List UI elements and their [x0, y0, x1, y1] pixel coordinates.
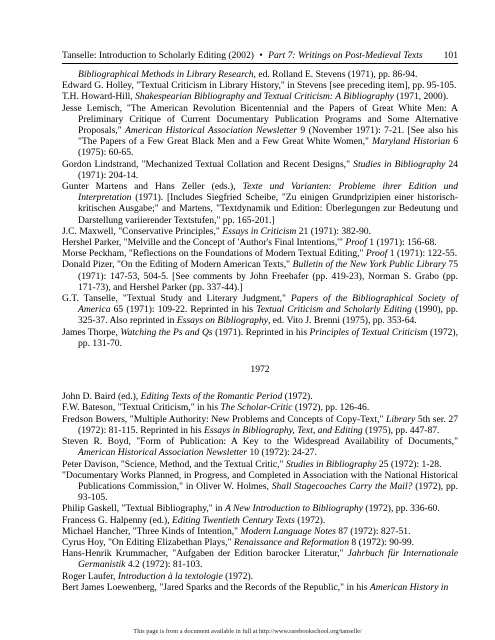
entry-text: Gunter Martens and Hans Zeller (eds.),	[62, 181, 243, 193]
entry-text: 6 (1975): 60-65.	[78, 136, 458, 159]
entry-text: 65 (1971): 109-22. Reprinted in his	[110, 304, 257, 316]
entry-text: 1 (1971): 156-68.	[366, 237, 437, 249]
entry-italic-title: Studies in Bibliography	[353, 158, 446, 170]
entry-text: James Thorpe,	[62, 326, 121, 338]
bibliography-entry	[62, 327, 458, 349]
bibliography-entry	[62, 526, 458, 537]
entry-italic-title: Papers of the Bibliographical Society of America	[78, 293, 458, 316]
entry-italic-title: Maryland Historian	[372, 136, 450, 148]
entry-text: Hershel Parker, "Melville and the Concept of 'Author's Final Intentions,'"	[62, 237, 346, 249]
entry-text: Bert James Loewenberg, "Jared Sparks and the Records of the Republic," in his	[62, 581, 370, 593]
bibliography-body	[62, 69, 458, 593]
entry-italic-title: Bibliographical Methods in Library Research	[78, 69, 254, 80]
entry-text: Gordon Lindstrand, "Mechanized Textual Collation and Recent Designs,"	[62, 158, 354, 170]
entries-1971	[62, 69, 458, 349]
entry-text: Morse Peckham, "Reflections on the Foundations of Modern Textual Editing,"	[62, 248, 366, 260]
entry-italic-title: Studies in Bibliography	[285, 458, 377, 470]
entry-text: (1972), pp. 93-105.	[78, 480, 458, 504]
entry-italic-title: Proof	[345, 237, 367, 249]
entry-text: Cyrus Hoy, "On Editing Elizabethan Plays,"	[62, 536, 234, 548]
bibliography-entry	[62, 237, 458, 248]
entry-italic-title: Editing Twentieth Century Texts	[172, 514, 295, 526]
entry-text: J.C. Maxwell, "Conservative Principles,"	[62, 225, 223, 237]
entry-text: Steven R. Boyd, "Form of Publication: A Key to the Widespread Availability of Documents,"	[62, 436, 458, 448]
bibliography-entry	[62, 80, 458, 91]
entry-text: Philip Gaskell, "Textual Bibliography," in	[62, 503, 225, 515]
bibliography-entry	[62, 548, 458, 570]
header-book-title: Tanselle: Introduction to Scholarly Editing (2002)	[62, 50, 254, 61]
entry-italic-title: A New Introduction to Bibliography	[224, 503, 363, 515]
entry-italic-title: Essays on Bibliography	[176, 315, 268, 327]
entry-text: 87 (1972): 827-51.	[335, 525, 411, 537]
entry-text: (1972), pp. 131-70.	[78, 326, 459, 349]
entry-italic-title: Proof	[365, 248, 388, 260]
bibliography-entry	[62, 582, 458, 593]
entry-italic-title: Essays in Bibliography, Text, and Editing	[203, 424, 363, 436]
entry-text: (1972), pp. 336-60.	[363, 503, 440, 515]
entry-text: (1971, 2000).	[393, 91, 449, 103]
entry-text: 24 (1971): 204-14.	[78, 158, 458, 181]
header-bullet: •	[259, 50, 263, 61]
entry-italic-title: Bulletin of the New York Public Library	[292, 259, 446, 271]
entry-text: 4.2 (1972): 81-103.	[125, 559, 203, 571]
bibliography-entry	[62, 181, 458, 226]
bibliography-entry	[62, 226, 458, 237]
bibliography-entry	[62, 459, 458, 470]
entry-text: 5th ser. 27 (1972): 81-115. Reprinted in his	[78, 413, 458, 436]
entry-text: 21 (1971): 382-90.	[296, 225, 371, 237]
running-header	[62, 50, 458, 64]
entry-text: (1972).	[222, 570, 254, 582]
entry-text: Hans-Henrik Krummacher, "Aufgaben der Edition barocker Literatur,"	[62, 548, 348, 560]
bibliography-entry	[62, 91, 458, 102]
entry-text: , ed. Rolland E. Stevens (1971), pp. 86-94.	[253, 69, 418, 80]
entry-text: (1972).	[282, 391, 313, 403]
entry-italic-title: American History in	[369, 581, 449, 593]
bibliography-entry	[62, 259, 458, 293]
entry-italic-title: American Historical Association Newsletter	[78, 447, 248, 459]
entry-italic-title: Renaissance and Reformation	[233, 536, 349, 548]
entry-text: Jesse Lemisch, "The American Revolution Bicentennial and the Papers of Great White Men: A Preliminary Critique of Current Documentary Publication Programs and Some Alternative Proposals,"	[62, 102, 458, 137]
entry-italic-title: Library	[386, 413, 416, 425]
entry-italic-title: Watching the Ps and Qs	[120, 326, 213, 338]
bibliography-entry	[62, 470, 458, 504]
entry-text: (1971). [Includes Siegfried Scheibe, "Zu einigen Grundprizipien einer historisch-kritischen Ausgabe;" and Martens, "Textdynamik und Edition: Überlegungen zur Bedeutung und Darstellung variierender Textstufen," pp. 165-201.]	[78, 192, 458, 226]
entry-italic-title: Shakespearian Bibliography and Textual Criticism: A Bibliography	[135, 91, 394, 103]
bibliography-entry	[62, 537, 458, 548]
entry-text: 9 (November 1971): 7-21. [See also his "The Papers of a Few Great Black Men and a Few Great White Women,"	[78, 125, 458, 148]
page-footer: This page is from a document available in full at http://www.rarebookschool.org/tanselle/	[133, 628, 362, 635]
entry-italic-title: Jahrbuch für Internationale Germanistik	[78, 548, 458, 571]
bibliography-entry	[62, 248, 458, 259]
entry-text: (1971). Reprinted in his	[212, 326, 310, 338]
entry-italic-title: Essays in Criticism	[222, 225, 297, 237]
bibliography-entry	[62, 503, 458, 514]
entry-text: Roger Laufer,	[62, 570, 118, 582]
entry-text: Peter Davison, "Science, Method, and the Textual Critic,"	[62, 458, 286, 470]
entry-text: (1972).	[294, 514, 326, 526]
entry-text: F.W. Bateson, "Textual Criticism," in his	[62, 402, 221, 414]
entry-text: Fredson Bowers, "Multiple Authority: New Problems and Concepts of Copy-Text,"	[62, 413, 386, 425]
bibliography-entry	[62, 436, 458, 458]
entry-text: 75 (1971): 147-53, 504-5. [See comments by John Freehafer (pp. 419-23), Norman S. Grabo (pp. 171-73), and Hershel Parker (pp. 337-44).]	[78, 259, 458, 293]
entry-italic-title: Texte und Varianten: Probleme ihrer Edition und Interpretation	[78, 181, 459, 204]
bibliography-entry	[62, 159, 458, 181]
entry-italic-title: Textual Criticism and Scholarly Editing	[256, 304, 412, 316]
entry-italic-title: Principles of Textual Criticism	[309, 326, 428, 338]
entry-italic-title: Shall Stagecoaches Carry the Mail?	[271, 480, 413, 492]
entry-text: T.H. Howard-Hill,	[62, 91, 136, 103]
bibliography-entry	[62, 69, 458, 80]
entry-italic-title: Editing Texts of the Romantic Period	[140, 391, 283, 403]
entry-text: "Documentary Works Planned, in Progress, and Completed in Association with the National Historical Publications Commission," in Oliver W. Holmes,	[62, 469, 458, 492]
page-number: 101	[443, 50, 458, 61]
bibliography-entry	[62, 391, 458, 402]
entry-text: 25 (1972): 1-28.	[376, 458, 442, 470]
entry-text: Francess G. Halpenny (ed.),	[62, 514, 173, 526]
bibliography-entry	[62, 402, 458, 413]
entry-italic-title: Modern Language Notes	[240, 525, 336, 537]
entry-text: (1975), pp. 447-87.	[362, 424, 440, 436]
entry-italic-title: The Scholar-Critic	[220, 402, 293, 414]
entry-text: (1990), pp. 325-37. Also reprinted in	[78, 304, 459, 327]
entry-text: Edward G. Holley, "Textual Criticism in Library History," in Stevens [see preceding item], pp. 95-105.	[62, 80, 457, 92]
bibliography-entry	[62, 103, 458, 159]
year-heading: 1972	[250, 364, 270, 376]
entry-text: Donald Pizer, "On the Editing of Modern American Texts,"	[62, 259, 293, 271]
entry-text: 8 (1972): 90-99.	[349, 536, 415, 548]
bibliography-entry	[62, 293, 458, 327]
entry-text: G.T. Tanselle, "Textual Study and Literary Judgment,"	[62, 293, 291, 305]
bibliography-entry	[62, 414, 458, 436]
entry-text: Michael Hancher, "Three Kinds of Intention,"	[62, 525, 241, 537]
entry-text: John D. Baird (ed.),	[62, 391, 141, 403]
entry-text: (1972), pp. 126-46.	[292, 402, 370, 414]
bibliography-entry	[62, 515, 458, 526]
entry-text: 10 (1972): 24-27.	[247, 447, 317, 459]
entry-text: 1 (1971): 122-55.	[387, 248, 458, 260]
bibliography-entry	[62, 571, 458, 582]
entries-1972	[62, 391, 458, 593]
header-part-title: Part 7: Writings on Post-Medieval Texts	[268, 50, 423, 61]
entry-italic-title: American Historical Association Newsletter	[125, 125, 298, 137]
entry-text: , ed. Vito J. Brenni (1975), pp. 353-64.	[268, 315, 417, 327]
entry-italic-title: Introduction à la textologie	[117, 570, 223, 582]
